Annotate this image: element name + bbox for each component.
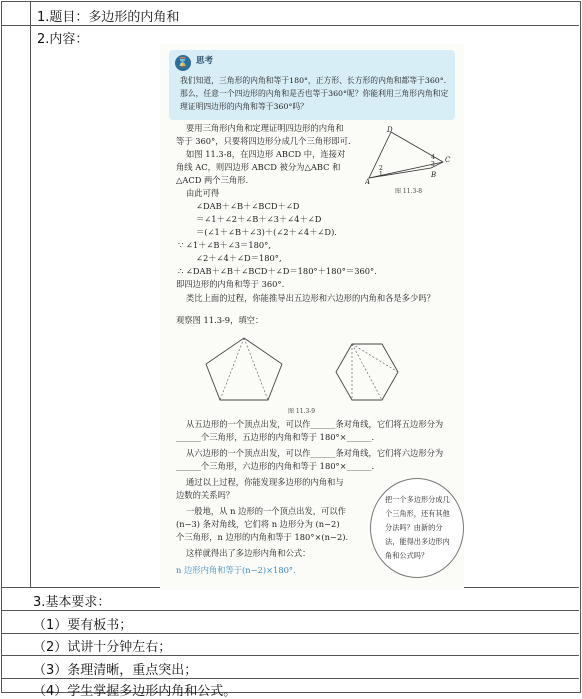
think-title: 思考 xyxy=(196,56,214,66)
figure-label: A xyxy=(365,178,371,186)
topic-label: 1.题目：多边形的内角和 xyxy=(37,10,180,25)
requirement-item: （1）要有板书； xyxy=(33,618,133,633)
figure-11-3-8 xyxy=(365,126,457,196)
hourglass-icon: ⌛ xyxy=(175,55,191,71)
fill-line: 这样就得出了多边形内角和公式： xyxy=(186,548,311,558)
fill-line: 一般地，从 n 边形的一个顶点出发，可以作 xyxy=(186,506,346,516)
figure-11-3-9 xyxy=(202,334,408,414)
divider xyxy=(1,25,579,26)
divider xyxy=(1,678,579,679)
paragraph-line: △ACD 两个三角形. xyxy=(176,175,249,185)
fill-line: (n−3) 条对角线，它们将 n 边形分为 (n−2) xyxy=(176,519,340,529)
paragraph-line: 由此可得 xyxy=(186,188,220,198)
figure-label: B xyxy=(431,171,437,179)
formula-line: n 边形内角和等于(n−2)×180°. xyxy=(176,565,296,575)
paragraph-line: 角线 AC，则四边形 ABCD 被分为△ABC 和 xyxy=(176,162,341,172)
bubble-text: 把一个多边形分成几个三角形，还有其他分法吗？由新的分法，能得出多边形内角和公式吗？ xyxy=(385,495,450,560)
divider xyxy=(1,610,579,611)
proof-line: ∠DAB＋∠B＋∠BCD＋∠D xyxy=(196,201,300,211)
fill-line: ______个三角形，五边形的内角和等于 180°×______. xyxy=(176,432,375,442)
fill-line: 从五边形的一个顶点出发，可以作______条对角线，它们将五边形分为 xyxy=(186,419,444,429)
figure-label: 4 xyxy=(431,154,435,161)
proof-line: 即四边形的内角和等于 360°. xyxy=(176,279,285,289)
question-line: 类比上面的过程，你能推导出五边形和六边形的内角和各是多少吗？ xyxy=(186,293,435,303)
fill-line: 边数的关系吗？ xyxy=(176,490,235,500)
requirement-item: （2）试讲十分钟左右； xyxy=(33,640,172,655)
divider xyxy=(30,1,31,587)
figure-caption: 图 11.3-8 xyxy=(395,188,423,195)
proof-line: ∠2＋∠4＋∠D＝180°, xyxy=(196,253,282,263)
divider xyxy=(1,655,579,656)
fill-line: 通过以上过程，你能发现多边形的内角和与 xyxy=(186,477,344,487)
figure-label: C xyxy=(445,156,451,164)
requirement-item: （4）学生掌握多边形内角和公式。 xyxy=(33,684,237,699)
figure-label: 1 xyxy=(379,171,383,178)
think-box xyxy=(169,50,455,120)
observe-line: 观察图 11.3-9，填空： xyxy=(176,315,264,325)
fill-line: 个三角形，n 边形的内角和等于 180°×(n−2). xyxy=(176,532,349,542)
paragraph-line: 等于 360°，只要将四边形分成几个三角形即可. xyxy=(176,136,351,146)
requirements-heading: 3.基本要求： xyxy=(33,595,111,610)
textbook-page-image xyxy=(160,44,464,590)
thought-bubble xyxy=(370,478,464,578)
paragraph-line: 如图 11.3-8，在四边形 ABCD 中，连接对 xyxy=(186,149,346,159)
proof-line: ＝(∠1＋∠B＋∠3)＋(∠2＋∠4＋∠D). xyxy=(196,227,337,237)
figure-label: D xyxy=(387,126,393,134)
think-text: 我们知道，三角形的内角和等于180°，正方形、长方形的内角和都等于360°. 那么，任意一个四边形的内角和是否也等于360°呢？你能利用三角形内角和定理证明四边形的内角和等于360°吗？ xyxy=(180,76,449,111)
content-label: 2.内容： xyxy=(37,32,89,47)
proof-line: ∵ ∠1＋∠B＋∠3＝180°, xyxy=(178,240,271,250)
requirement-item: （3）条理清晰，重点突出； xyxy=(33,663,198,678)
divider xyxy=(1,633,579,634)
paragraph-line: 要用三角形内角和定理证明四边形的内角和 xyxy=(186,123,344,133)
figure-label: 2 xyxy=(379,165,383,172)
fill-line: ______个三角形，六边形的内角和等于 180°×______. xyxy=(176,461,375,471)
figure-label: 3 xyxy=(431,161,435,168)
proof-line: ＝∠1＋∠2＋∠B＋∠3＋∠4＋∠D xyxy=(196,214,322,224)
figure-caption: 图 11.3-9 xyxy=(288,408,316,414)
fill-line: 从六边形的一个顶点出发，可以作______条对角线，它们将六边形分为 xyxy=(186,448,444,458)
proof-line: ∴ ∠DAB＋∠B＋∠BCD＋∠D＝180°＋180°＝360°. xyxy=(178,266,377,276)
